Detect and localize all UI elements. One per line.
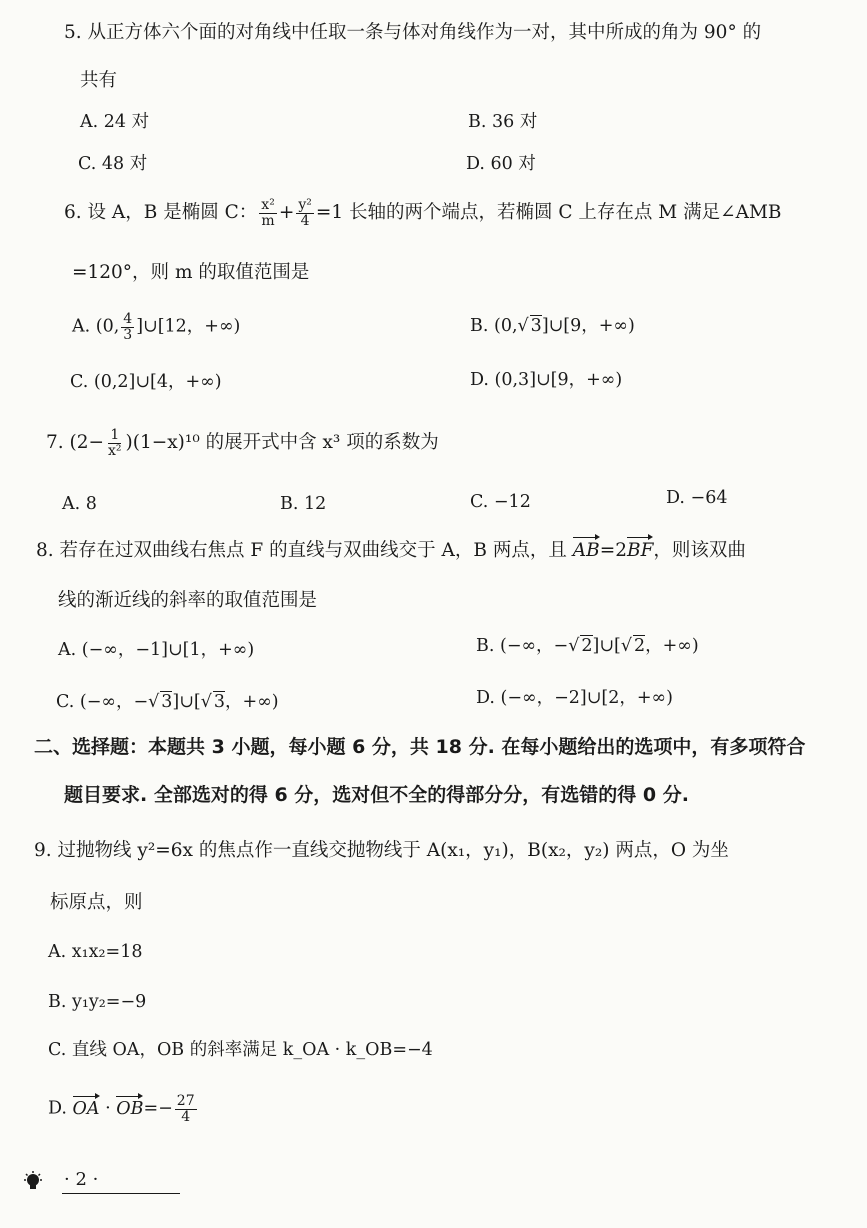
section2-heading-line1: 二、选择题：本题共 3 小题，每小题 6 分，共 18 分. 在每小题给出的选项中，有多项符合 — [34, 736, 806, 758]
page-footer — [22, 1163, 162, 1203]
q6-frac2-den: 4 — [300, 212, 310, 229]
q9-d-eq: =− — [143, 1098, 173, 1119]
q8-mid: =2 — [599, 540, 627, 561]
q7-option-a: A. 8 — [62, 494, 97, 514]
footer-underline — [62, 1193, 180, 1194]
q5-option-d: D. 60 对 — [466, 154, 536, 174]
q9-d-dot: · — [99, 1098, 117, 1119]
q5-option-b: B. 36 对 — [468, 112, 538, 132]
q8-b-post: ，+∞) — [645, 636, 699, 656]
q9-vector-ob: OB — [116, 1098, 144, 1119]
q6-stem-line1 — [64, 198, 782, 228]
q8-stem-line2: 线的渐近线的斜率的取值范围是 — [58, 590, 318, 611]
q9-option-b: B. y₁y₂=−9 — [48, 992, 147, 1012]
q7-frac-num: 1 — [110, 427, 120, 443]
q8-option-b: B. (−∞，−√ 2]∪[√ 2，+∞) — [476, 636, 699, 656]
q6-fraction-x — [259, 198, 277, 228]
q6-option-a — [72, 312, 240, 342]
q7-prefix: 7. (2− — [46, 432, 105, 454]
q6-fraction-y — [296, 198, 314, 228]
q7-option-d: D. −64 — [666, 488, 728, 508]
q6-suffix: =1 长轴的两个端点，若椭圆 C 上存在点 M 满足∠AMB — [315, 202, 782, 224]
q9-d-frac-num: 27 — [176, 1093, 195, 1109]
q6-option-c: C. (0,2]∪[4，+∞) — [70, 372, 222, 392]
q6-stem-line2: =120°，则 m 的取值范围是 — [72, 262, 310, 283]
q9-stem-line2: 标原点，则 — [50, 892, 143, 913]
q6-a-frac-den: 3 — [123, 326, 133, 343]
q7-fraction — [106, 428, 124, 458]
q8-c-sqrt1: 3 — [161, 692, 173, 712]
q6-a-pre: A. (0, — [72, 316, 120, 337]
q8-b-sqrt2: 2 — [634, 636, 646, 656]
q9-stem-line1: 9. 过抛物线 y²=6x 的焦点作一直线交抛物线于 A(x₁，y₁)，B(x₂，y₂) 两点，O 为坐 — [34, 840, 729, 861]
lightbulb-icon — [22, 1171, 44, 1193]
q8-b-mid: ]∪[ — [592, 636, 621, 656]
q6-plus: + — [278, 202, 295, 224]
q9-d-pre: D. — [48, 1098, 73, 1119]
q5-option-a: A. 24 对 — [80, 112, 150, 132]
q9-d-frac-den: 4 — [181, 1108, 191, 1125]
q6-a-frac-num: 4 — [123, 311, 133, 327]
q8-suffix: ，则该双曲 — [653, 540, 746, 561]
q8-prefix: 8. 若存在过双曲线右焦点 F 的直线与双曲线交于 A，B 两点，且 — [36, 540, 573, 561]
q7-suffix: )(1−x)¹⁰ 的展开式中含 x³ 项的系数为 — [125, 432, 439, 454]
q8-c-pre: C. (−∞，− — [56, 692, 149, 712]
q6-b-sqrt: 3 — [530, 316, 542, 336]
q8-c-post: ，+∞) — [225, 692, 279, 712]
q5-stem-line1: 5. 从正方体六个面的对角线中任取一条与体对角线作为一对，其中所成的角为 90° 的 — [64, 22, 762, 43]
q7-stem — [46, 428, 439, 458]
page-number: · 2 · — [64, 1169, 99, 1190]
q7-option-b: B. 12 — [280, 494, 327, 514]
q9-vector-oa: OA — [72, 1098, 100, 1119]
q8-option-c: C. (−∞，−√ 3]∪[√ 3，+∞) — [56, 692, 279, 712]
q5-stem-line2: 共有 — [80, 70, 118, 91]
q9-d-fraction — [175, 1094, 197, 1124]
q9-option-d — [48, 1094, 199, 1124]
q6-frac1-den: m — [261, 212, 275, 229]
q6-option-d: D. (0,3]∪[9，+∞) — [470, 370, 623, 390]
q8-option-a: A. (−∞，−1]∪[1，+∞) — [58, 640, 255, 660]
q7-option-c: C. −12 — [470, 492, 531, 512]
section2-heading-line2: 题目要求. 全部选对的得 6 分，选对但不全的得部分分，有选错的得 0 分. — [64, 784, 689, 806]
q8-c-mid: ]∪[ — [172, 692, 201, 712]
q9-option-c: C. 直线 OA，OB 的斜率满足 k_OA · k_OB=−4 — [48, 1040, 433, 1060]
q6-prefix: 6. 设 A，B 是椭圆 C： — [64, 202, 258, 224]
q8-stem-line1 — [36, 540, 746, 562]
q8-vector-ab: AB — [572, 540, 600, 561]
q8-b-pre: B. (−∞，− — [476, 636, 569, 656]
q6-b-pre: B. (0, — [470, 316, 518, 336]
q6-b-post: ]∪[9，+∞) — [541, 316, 635, 336]
q6-frac2-num: y² — [298, 197, 312, 213]
q8-c-sqrt2: 3 — [213, 692, 226, 712]
q6-a-post: ]∪[12，+∞) — [136, 316, 241, 337]
q6-frac1-num: x² — [261, 197, 275, 213]
q6-a-fraction — [121, 312, 134, 342]
q5-option-c: C. 48 对 — [78, 154, 148, 174]
q8-b-sqrt1: 2 — [581, 636, 593, 656]
q6-option-b: B. (0,√ 3]∪[9，+∞) — [470, 316, 635, 336]
q9-option-a: A. x₁x₂=18 — [48, 942, 143, 962]
q8-option-d: D. (−∞，−2]∪[2，+∞) — [476, 688, 673, 708]
q8-vector-bf: BF — [626, 540, 654, 561]
q7-frac-den: x² — [108, 442, 122, 459]
